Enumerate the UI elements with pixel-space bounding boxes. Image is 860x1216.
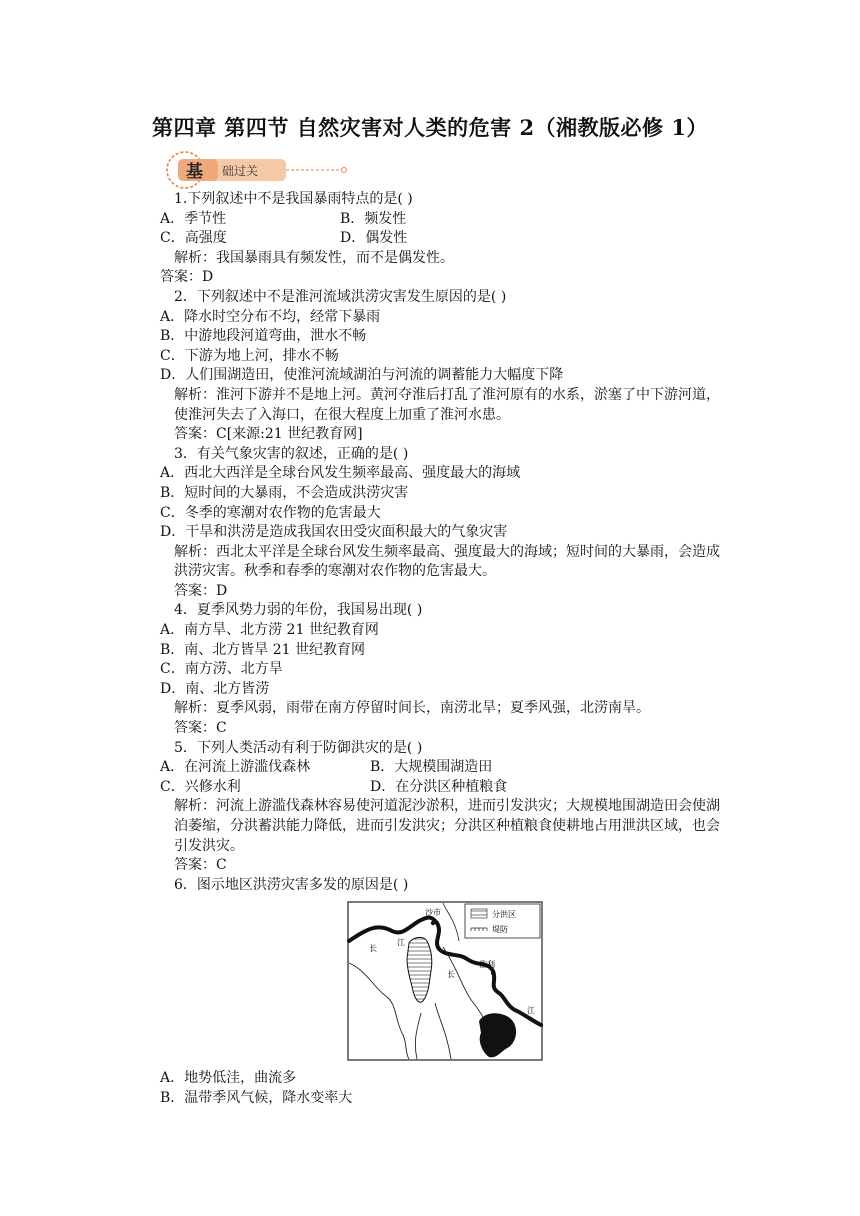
q5-option-a: A．在河流上游滥伐森林 [160, 759, 311, 776]
q2-option-d: D．人们围湖造田，使淮河流域湖泊与河流的调蓄能力大幅度下降 [160, 367, 564, 384]
q2-option-b: B．中游地段河道弯曲，泄水不畅 [160, 328, 367, 345]
flood-map [347, 901, 543, 1061]
legend-flood-label: 分洪区 [492, 910, 516, 920]
q1-option-b: B．频发性 [340, 210, 407, 227]
city-jianli-label: 监利 [479, 960, 495, 970]
q5-analysis: 解析：河流上游滥伐森林容易使河道泥沙淤积，进而引发洪灾；大规模地围湖造田会使湖泊萎缩，分洪蓄洪能力降低，进而引发洪灾；分洪区种植粮食使耕地占用泄洪区域，也会引发洪灾。 [174, 798, 720, 854]
q1-option-a: A．季节性 [160, 210, 227, 227]
q3-option-c: C．冬季的寒潮对农作物的危害最大 [160, 504, 381, 521]
q2-option-c: C．下游为地上河，排水不畅 [160, 347, 339, 364]
badge-big-char: 基 [186, 162, 203, 182]
q4-option-a: A．南方旱、北方涝 21 世纪教育网 [160, 622, 379, 639]
q5-stem: 5．下列人类活动有利于防御洪灾的是( ) [174, 739, 423, 756]
river-label-jiang2: 江 [527, 1006, 535, 1016]
river-label-chang1: 长 [369, 944, 377, 954]
q3-option-a: A．西北大西洋是全球台风发生频率最高、强度最大的海域 [160, 465, 521, 482]
q4-answer: 答案：C [174, 720, 227, 737]
section-badge [160, 150, 360, 190]
q3-stem: 3．有关气象灾害的叙述，正确的是( ) [174, 445, 409, 462]
legend-dike-label: 堤防 [492, 925, 508, 935]
badge-rest-text: 础过关 [222, 164, 259, 178]
shashi-city-dot [431, 921, 435, 925]
question-list [160, 190, 730, 1109]
q2-answer: 答案：C[来源:21 世纪教育网] [174, 426, 363, 443]
q2-option-a: A．降水时空分布不均，经常下暴雨 [160, 308, 381, 325]
q1-options-row2 [160, 229, 730, 249]
q4-stem: 4．夏季风势力弱的年份，我国易出现( ) [174, 602, 423, 619]
river-label-jiang1: 江 [397, 938, 405, 948]
q1-option-d: D．偶发性 [340, 230, 408, 247]
q1-stem: 1.下列叙述中不是我国暴雨特点的是( ) [174, 191, 413, 207]
q1-option-c: C．高强度 [160, 230, 227, 247]
river-label-chang2: 长 [447, 970, 455, 980]
legend-flood-swatch [471, 909, 487, 918]
q3-option-b: B．短时间的大暴雨，不会造成洪涝灾害 [160, 484, 409, 501]
q5-options-row2 [160, 778, 730, 798]
q4-option-d: D．南、北方皆涝 [160, 680, 270, 697]
q4-option-b: B．南、北方皆旱 21 世纪教育网 [160, 641, 366, 658]
q5-option-d: D．在分洪区种植粮食 [370, 778, 508, 795]
q2-stem: 2．下列叙述中不是淮河流域洪涝灾害发生原因的是( ) [174, 288, 507, 305]
q4-analysis: 解析：夏季风弱，雨带在南方停留时间长，南涝北旱；夏季风强，北涝南旱。 [174, 700, 650, 717]
map-figure-wrap [160, 901, 730, 1061]
q3-answer: 答案：D [174, 582, 228, 599]
jianli-city-dot [491, 971, 495, 975]
q5-option-b: B．大规模围湖造田 [370, 759, 493, 776]
q5-options-row1 [160, 758, 730, 778]
q4-option-c: C．南方涝、北方旱 [160, 661, 283, 678]
q3-option-d: D．干旱和洪涝是造成我国农田受灾面积最大的气象灾害 [160, 524, 508, 541]
q1-analysis: 解析：我国暴雨具有频发性，而不是偶发性。 [174, 249, 454, 266]
q5-answer: 答案：C [174, 857, 227, 874]
q1-options-row1 [160, 210, 730, 230]
q6-stem: 6．图示地区洪涝灾害多发的原因是( ) [174, 876, 409, 893]
q6-option-a: A．地势低洼，曲流多 [160, 1070, 297, 1087]
q5-option-c: C．兴修水利 [160, 778, 241, 795]
q2-analysis: 解析：淮河下游并不是地上河。黄河夺淮后打乱了淮河原有的水系，淤塞了中下游河道，使淮河失去了入海口，在很大程度上加重了淮河水患。 [174, 386, 720, 423]
page-title: 第四章 第四节 自然灾害对人类的危害 2（湘教版必修 1） [152, 115, 708, 140]
badge-tail-dot [342, 168, 347, 173]
q6-option-b: B．温带季风气候，降水变率大 [160, 1089, 353, 1106]
q1-answer: 答案：D [160, 269, 214, 286]
city-shashi-label: 沙市 [425, 908, 441, 918]
q3-analysis: 解析：西北太平洋是全球台风发生频率最高、强度最大的海域；短时间的大暴雨，会造成洪涝灾害。秋季和春季的寒潮对农作物的危害最大。 [174, 543, 720, 580]
